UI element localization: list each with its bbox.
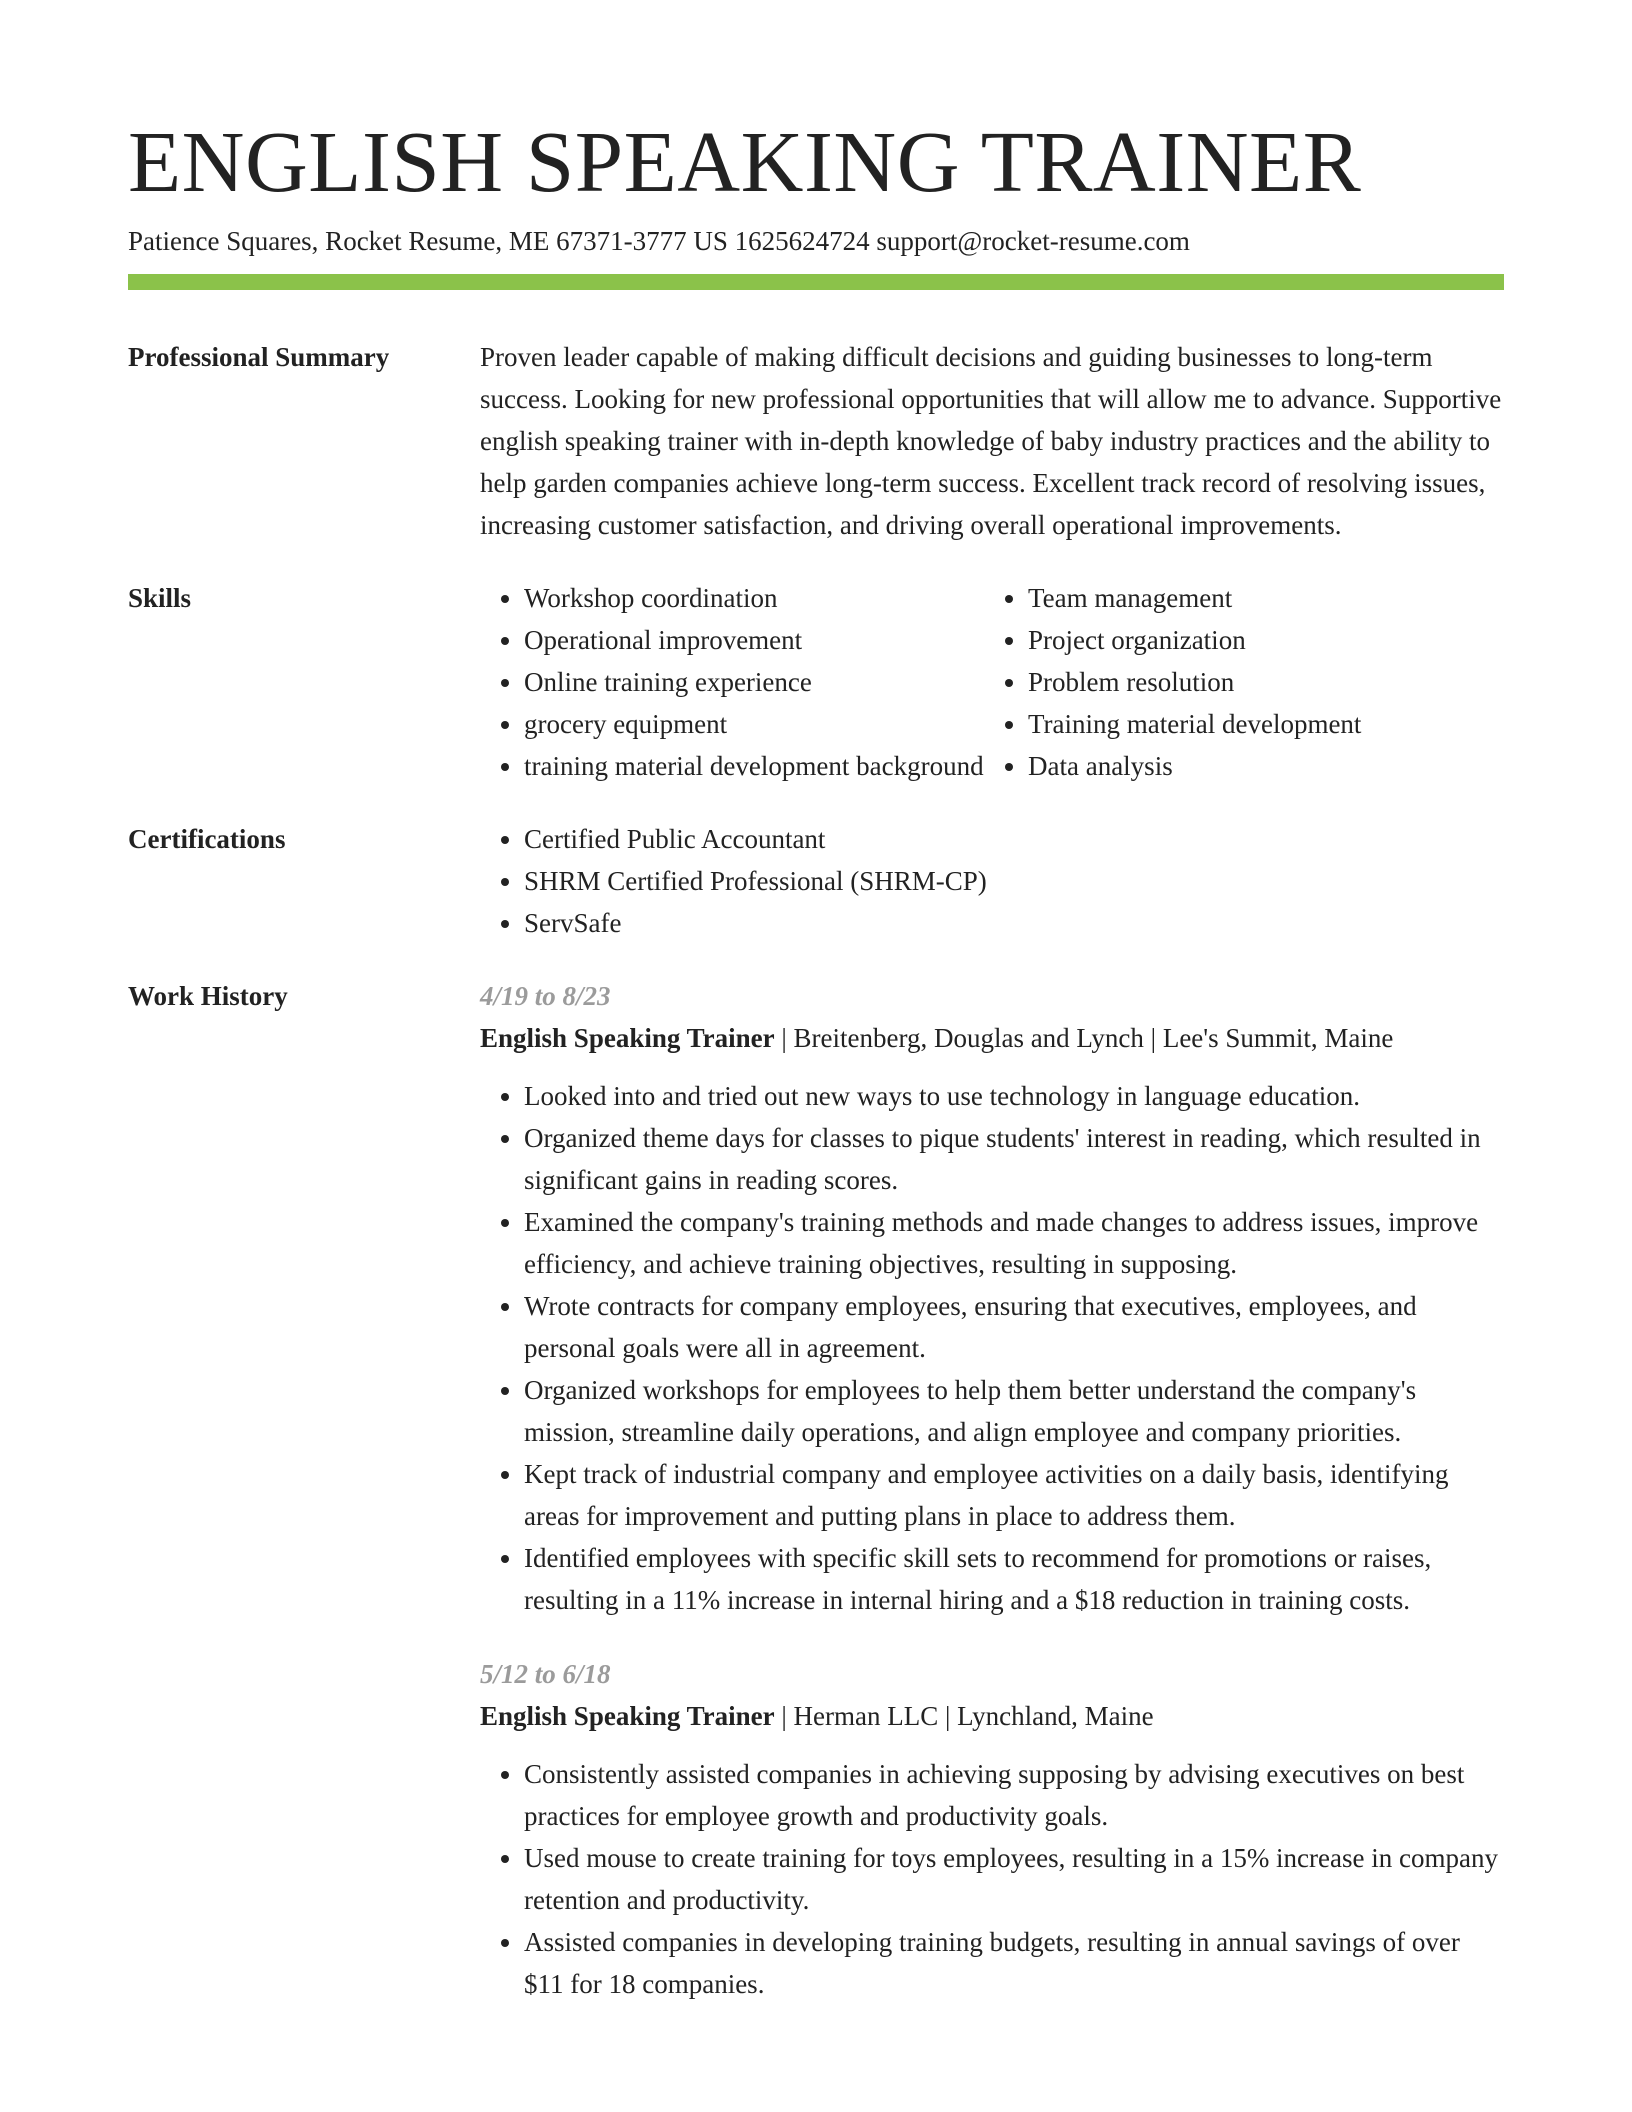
skill-item: • Team management	[1028, 577, 1504, 619]
skill-item: • Training material development	[1028, 703, 1504, 745]
certification-item: • Certified Public Accountant	[524, 818, 1504, 860]
job-bullet: • Looked into and tried out new ways to use technology in language education.	[524, 1075, 1504, 1117]
skills-column-2	[984, 577, 1504, 787]
section-title-certifications: Certifications	[128, 824, 286, 855]
job-title: English Speaking Trainer	[480, 1023, 775, 1054]
section-title-work-history: Work History	[128, 981, 288, 1012]
job-entry	[480, 1653, 1504, 2005]
certification-item: • SHRM Certified Professional (SHRM-CP)	[524, 860, 1504, 902]
skill-item: • Operational improvement	[524, 619, 984, 661]
job-heading	[480, 1017, 1504, 1059]
skill-item: • Data analysis	[1028, 745, 1504, 787]
skills-list-2	[984, 577, 1504, 787]
job-heading	[480, 1695, 1504, 1737]
skill-item: • Problem resolution	[1028, 661, 1504, 703]
section-professional-summary	[128, 336, 1504, 546]
skill-item: • Project organization	[1028, 619, 1504, 661]
skills-column-1	[480, 577, 984, 787]
job-bullet: • Wrote contracts for company employees, ensuring that executives, employees, and personal goals were all in agreement.	[524, 1285, 1504, 1369]
skill-item: • Workshop coordination	[524, 577, 984, 619]
job-entry	[480, 975, 1504, 1621]
section-certifications	[128, 818, 1504, 944]
job-bullet: • Organized workshops for employees to help them better understand the company's mission, streamline daily operations, and align employee and company priorities.	[524, 1369, 1504, 1453]
job-bullets	[480, 1075, 1504, 1621]
job-title: English Speaking Trainer	[480, 1701, 775, 1732]
section-skills	[128, 577, 1504, 787]
work-history-body	[480, 975, 1504, 2005]
skill-item: • grocery equipment	[524, 703, 984, 745]
job-bullet: • Kept track of industrial company and employee activities on a daily basis, identifying areas for improvement and putting plans in place to address them.	[524, 1453, 1504, 1537]
job-bullet: • Consistently assisted companies in achieving supposing by advising executives on best practices for employee growth and productivity goals.	[524, 1753, 1504, 1837]
skill-item: • training material development background	[524, 745, 984, 787]
job-dates: 4/19 to 8/23	[480, 981, 611, 1012]
resume-name: ENGLISH SPEAKING TRAINER	[128, 113, 1362, 210]
job-bullet: • Used mouse to create training for toys employees, resulting in a 15% increase in company retention and productivity.	[524, 1837, 1504, 1921]
job-bullet: • Assisted companies in developing training budgets, resulting in annual savings of over $11 for 18 companies.	[524, 1921, 1504, 2005]
certifications-list	[480, 818, 1504, 944]
summary-text: Proven leader capable of making difficult decisions and guiding businesses to long-term success. Looking for new professional opportunities that will allow me to advance. Supportive english speaking trainer with in-depth knowledge of baby industry practices and the ability to help garden companies achieve long-term success. Excellent track record of resolving issues, increasing customer satisfaction, and driving overall operational improvements.	[480, 342, 1502, 541]
skill-item: • Online training experience	[524, 661, 984, 703]
job-bullet: • Identified employees with specific skill sets to recommend for promotions or raises, resulting in a 11% increase in internal hiring and a $18 reduction in training costs.	[524, 1537, 1504, 1621]
header-divider	[128, 274, 1504, 290]
certification-item: • ServSafe	[524, 902, 1504, 944]
skills-columns	[480, 577, 1504, 787]
section-work-history	[128, 975, 1504, 2005]
job-bullets	[480, 1753, 1504, 2005]
section-title-summary: Professional Summary	[128, 342, 390, 373]
certifications-body	[480, 818, 1504, 944]
job-bullet: • Organized theme days for classes to pique students' interest in reading, which resulted in significant gains in reading scores.	[524, 1117, 1504, 1201]
job-details: | Breitenberg, Douglas and Lynch | Lee's Summit, Maine	[774, 1023, 1394, 1054]
section-title-skills: Skills	[128, 583, 192, 614]
skills-list-1	[480, 577, 984, 787]
job-dates: 5/12 to 6/18	[480, 1659, 611, 1690]
job-bullet: • Examined the company's training methods and made changes to address issues, improve efficiency, and achieve training objectives, resulting in supposing.	[524, 1201, 1504, 1285]
contact-line: Patience Squares, Rocket Resume, ME 67371-3777 US 1625624724 support@rocket-resume.com	[128, 226, 1190, 256]
job-details: | Herman LLC | Lynchland, Maine	[774, 1701, 1154, 1732]
